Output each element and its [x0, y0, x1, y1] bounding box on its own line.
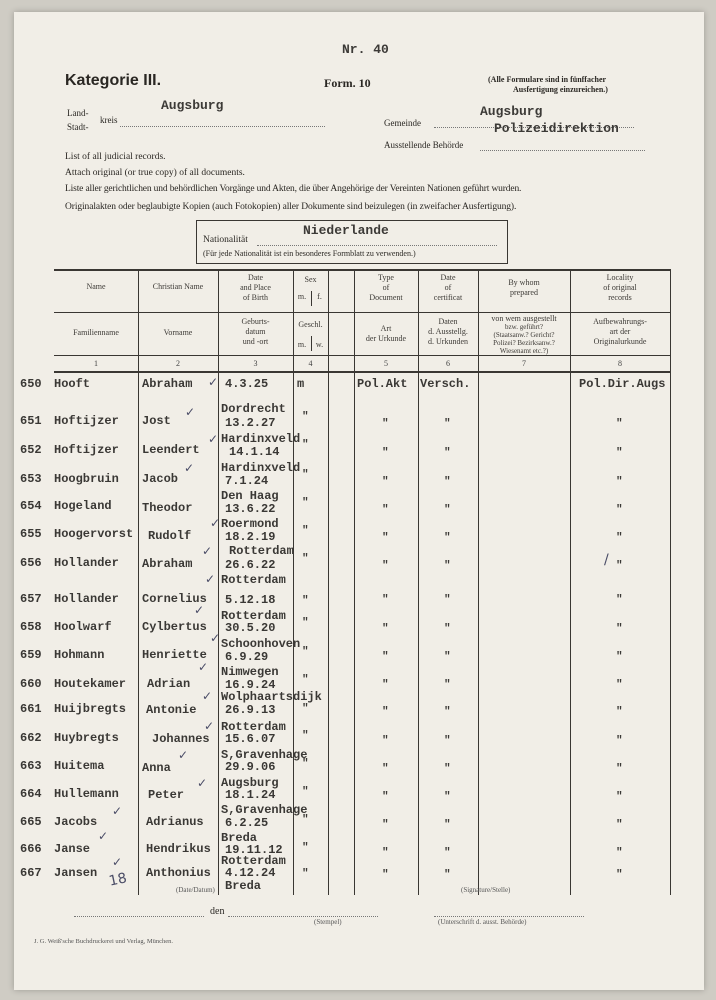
sex-value: "	[302, 553, 309, 565]
check-mark-icon: ✓	[184, 461, 195, 475]
certificate-date: "	[444, 418, 451, 430]
landkreis-label-land: Land-	[67, 108, 89, 118]
stamp-label: (Stempel)	[314, 918, 342, 926]
check-mark-icon: ✓	[112, 804, 123, 818]
certificate-date: "	[444, 735, 451, 747]
table-row	[14, 573, 704, 607]
birth-date: 4.3.25	[225, 377, 269, 391]
sex-value: m	[297, 377, 305, 391]
records-locality: "	[616, 560, 623, 572]
document-type: "	[382, 476, 389, 488]
record-number: 667	[20, 866, 42, 880]
birth-place: Hardinxveld	[221, 432, 301, 446]
check-mark-icon: ✓	[185, 405, 196, 419]
birth-place: S,Gravenhage	[221, 803, 308, 817]
sex-value: "	[302, 730, 309, 742]
records-locality: "	[616, 594, 623, 606]
document-type: "	[382, 418, 389, 430]
given-name: Theodor	[142, 501, 193, 515]
record-number: 657	[20, 592, 42, 606]
records-locality: "	[616, 869, 623, 881]
gemeinde-value: Augsburg	[480, 104, 543, 119]
header-type-en: Type of Document	[369, 273, 403, 302]
instruction-3: Liste aller gerichtlichen und behördlichen Vorgänge und Akten, die über Angehörige der Vereinten Nationen geführt wurden.	[65, 184, 522, 194]
document-type: "	[382, 623, 389, 635]
birth-date: 13.2.27	[225, 416, 276, 430]
birth-place: Schoonhoven	[221, 637, 301, 651]
records-locality: "	[616, 735, 623, 747]
records-locality: "	[616, 706, 623, 718]
header-birth-de: Geburts- datum und -ort	[241, 317, 270, 346]
document-type: "	[382, 594, 389, 606]
handwritten-tally: 18	[107, 870, 129, 890]
birth-date: 15.6.07	[225, 732, 276, 746]
birth-place: Breda	[225, 879, 262, 893]
family-name: Hoftijzer	[54, 443, 119, 457]
form-number: Form. 10	[324, 76, 371, 90]
given-name: Rudolf	[148, 529, 192, 543]
birth-place: Wolphaartsdijk	[221, 690, 322, 704]
table-row	[14, 748, 704, 776]
submission-note-line2: Ausfertigung einzureichen.)	[513, 85, 608, 94]
family-name: Hollander	[54, 592, 119, 606]
header-sex-en: Sex	[304, 275, 317, 284]
record-number: 660	[20, 677, 42, 691]
birth-place: Rotterdam	[221, 609, 286, 623]
family-name: Hullemann	[54, 787, 119, 801]
check-mark-icon: ✓	[112, 855, 123, 869]
header-name-en: Name	[86, 282, 106, 291]
records-locality: "	[616, 476, 623, 488]
record-number: 661	[20, 702, 42, 716]
check-mark-icon: ✓	[202, 544, 213, 558]
header-christian-en: Christian Name	[152, 282, 204, 291]
family-name: Hoftijzer	[54, 414, 119, 428]
certificate-date: "	[444, 819, 451, 831]
table-row	[14, 545, 704, 573]
check-mark-icon: ✓	[202, 689, 213, 703]
table-row	[14, 517, 704, 545]
birth-place: Den Haag	[221, 489, 279, 503]
certificate-date: "	[444, 594, 451, 606]
birth-place: Hardinxveld	[221, 461, 301, 475]
sex-value: "	[302, 525, 309, 537]
header-sex-de: Geschl.	[298, 320, 323, 329]
birth-date: 26.9.13	[225, 703, 276, 717]
birth-date: 14.1.14	[229, 445, 280, 459]
sex-value: "	[302, 469, 309, 481]
certificate-date: "	[444, 679, 451, 691]
document-type: "	[382, 819, 389, 831]
certificate-date: "	[444, 791, 451, 803]
given-name: Adrianus	[146, 815, 204, 829]
family-name: Jacobs	[54, 815, 98, 829]
given-name: Henriette	[142, 648, 207, 662]
birth-date: 18.2.19	[225, 530, 276, 544]
header-sex-w-de: w.	[315, 340, 324, 349]
check-mark-icon: ✓	[198, 660, 209, 674]
given-name: Antonie	[146, 703, 197, 717]
table-row	[14, 692, 704, 720]
certificate-date: "	[444, 869, 451, 881]
behoerde-value: Polizeidirektion	[494, 121, 619, 136]
given-name: Anthonius	[146, 866, 211, 880]
pen-stroke-icon: /	[604, 552, 609, 568]
given-name: Jost	[142, 414, 171, 428]
record-number: 658	[20, 620, 42, 634]
sex-value: "	[302, 786, 309, 798]
gemeinde-label: Gemeinde	[384, 118, 421, 128]
certificate-date: "	[444, 651, 451, 663]
given-name: Johannes	[152, 732, 210, 746]
document-type: "	[382, 504, 389, 516]
behoerde-label: Ausstellende Behörde	[384, 140, 464, 150]
birth-place: Breda	[221, 831, 258, 845]
birth-place: Dordrecht	[221, 402, 286, 416]
records-locality: "	[616, 679, 623, 691]
header-locality-en: Locality of original records	[603, 273, 637, 302]
records-locality: "	[616, 819, 623, 831]
birth-date: 29.9.06	[225, 760, 276, 774]
record-number: 654	[20, 499, 42, 513]
given-name: Leendert	[142, 443, 200, 457]
document-type: "	[382, 791, 389, 803]
document-type: "	[382, 763, 389, 775]
certificate-date: "	[444, 847, 451, 859]
birth-date: 30.5.20	[225, 621, 276, 635]
given-name: Anna	[142, 761, 171, 775]
records-locality: "	[616, 623, 623, 635]
certificate-date: "	[444, 532, 451, 544]
document-type: "	[382, 706, 389, 718]
record-number: 650	[20, 377, 42, 391]
printer-imprint: J. G. Weiß'sche Buchdruckerei und Verlag, München.	[34, 938, 174, 945]
record-number: 665	[20, 815, 42, 829]
birth-date: 4.12.24	[225, 866, 276, 880]
family-name: Huitema	[54, 759, 105, 773]
certificate-date: "	[444, 623, 451, 635]
instruction-4: Originalakten oder beglaubigte Kopien (auch Fotokopien) aller Dokumente sind beizulegen (in zweifacher Ausfertigung).	[65, 202, 517, 212]
instruction-1: List of all judicial records.	[65, 152, 166, 162]
certificate-date: "	[444, 560, 451, 572]
table-row	[14, 608, 704, 636]
record-number: 666	[20, 842, 42, 856]
birth-place: Nimwegen	[221, 665, 279, 679]
check-mark-icon: ✓	[194, 603, 205, 617]
given-name: Abraham	[142, 557, 193, 571]
landkreis-value: Augsburg	[161, 98, 224, 113]
family-name: Hoogervorst	[54, 527, 134, 541]
certificate-date: "	[444, 504, 451, 516]
family-name: Huijbregts	[54, 702, 127, 716]
given-name: Cornelius	[142, 592, 207, 606]
certificate-date: Versch.	[420, 377, 471, 391]
column-number: 3	[253, 359, 258, 368]
nationality-label: Nationalität	[203, 235, 248, 245]
header-sex-m-en: m.	[297, 292, 307, 301]
header-type-de: Art der Urkunde	[365, 324, 407, 343]
family-name: Hollander	[54, 556, 119, 570]
authority-signature-label: (Unterschrift d. ausst. Behörde)	[438, 918, 527, 926]
document-number: Nr. 40	[342, 42, 389, 57]
table-row	[14, 377, 704, 405]
given-name: Cylbertus	[142, 620, 207, 634]
family-name: Hohmann	[54, 648, 105, 662]
header-name-de: Familienname	[73, 328, 119, 337]
sex-value: "	[302, 595, 309, 607]
nationality-note: (Für jede Nationalität ist ein besonderes Formblatt zu verwenden.)	[203, 249, 416, 258]
document-type: "	[382, 735, 389, 747]
landkreis-label-kreis: kreis	[100, 115, 118, 125]
records-locality: "	[616, 651, 623, 663]
birth-date: 19.11.12	[225, 843, 283, 857]
record-number: 662	[20, 731, 42, 745]
table-row	[14, 720, 704, 748]
sex-value: "	[302, 674, 309, 686]
instruction-2: Attach original (or true copy) of all documents.	[65, 168, 245, 178]
document-type: "	[382, 679, 389, 691]
given-name: Abraham	[142, 377, 193, 391]
birth-place: Rotterdam	[229, 544, 294, 558]
date-label: (Date/Datum)	[176, 886, 215, 894]
certificate-date: "	[444, 476, 451, 488]
records-locality: "	[616, 847, 623, 859]
nationality-value: Niederlande	[303, 223, 389, 238]
column-number: 2	[176, 359, 180, 368]
document-type: "	[382, 532, 389, 544]
header-date-de: Daten d. Ausstellg. d. Urkunden	[428, 317, 468, 346]
certificate-date: "	[444, 447, 451, 459]
family-name: Huybregts	[54, 731, 119, 745]
table-row	[14, 402, 704, 433]
sex-value: "	[302, 646, 309, 658]
sex-value: "	[302, 758, 309, 770]
family-name: Janse	[54, 842, 91, 856]
birth-place: S,Gravenhage	[221, 748, 308, 762]
category-title: Kategorie III.	[65, 72, 162, 89]
document-type: "	[382, 869, 389, 881]
document-type: "	[382, 447, 389, 459]
birth-place: Rotterdam	[221, 854, 286, 868]
family-name: Houtekamer	[54, 677, 127, 691]
form-page	[14, 12, 704, 990]
family-name: Hooft	[54, 377, 91, 391]
sex-value: "	[302, 439, 309, 451]
family-name: Hoogbruin	[54, 472, 119, 486]
sex-value: "	[302, 617, 309, 629]
column-number: 5	[384, 359, 388, 368]
records-locality: Pol.Dir.Augs	[579, 377, 666, 391]
document-type: "	[382, 847, 389, 859]
records-locality: "	[616, 763, 623, 775]
birth-date: 18.1.24	[225, 788, 276, 802]
records-locality: "	[616, 504, 623, 516]
birth-date: 7.1.24	[225, 474, 269, 488]
header-bywhom-en: By whom prepared	[508, 278, 540, 297]
document-type: "	[382, 651, 389, 663]
column-number: 4	[308, 359, 313, 368]
birth-place: Roermond	[221, 517, 279, 531]
record-number: 663	[20, 759, 42, 773]
document-type: Pol.Akt	[357, 377, 408, 391]
header-sex-f-en: f.	[317, 292, 322, 301]
signature-label: (Signature/Stelle)	[461, 886, 511, 894]
column-number: 6	[446, 359, 450, 368]
certificate-date: "	[444, 706, 451, 718]
records-locality: "	[616, 791, 623, 803]
sex-value: "	[302, 497, 309, 509]
sex-value: "	[302, 868, 309, 880]
records-locality: "	[616, 418, 623, 430]
check-mark-icon: ✓	[197, 776, 208, 790]
sex-value: "	[302, 703, 309, 715]
check-mark-icon: ✓	[210, 516, 221, 530]
header-birth-en: Date and Place of Birth	[240, 273, 271, 302]
record-number: 656	[20, 556, 42, 570]
records-locality: "	[616, 447, 623, 459]
column-number: 1	[94, 359, 98, 368]
den-label: den	[210, 906, 225, 917]
given-name: Jacob	[142, 472, 179, 486]
column-number: 8	[618, 359, 622, 368]
column-number: 7	[522, 359, 526, 368]
table-row	[14, 664, 704, 692]
table-row	[14, 776, 704, 804]
record-number: 664	[20, 787, 42, 801]
family-name: Hogeland	[54, 499, 112, 513]
check-mark-icon: ✓	[98, 829, 109, 843]
table-row	[14, 433, 704, 461]
birth-date: 13.6.22	[225, 502, 276, 516]
sex-value: "	[302, 411, 309, 423]
header-bywhom-de: von wem ausgestellt bzw. geführt? (Staatsanw.? Gericht? Polizei? Bezirksanw.? Wiesenamt etc.?)	[491, 314, 557, 355]
given-name: Adrian	[147, 677, 191, 691]
record-number: 652	[20, 443, 42, 457]
birth-place: Augsburg	[221, 776, 279, 790]
birth-date: 26.6.22	[225, 558, 276, 572]
table-row	[14, 636, 704, 664]
check-mark-icon: ✓	[204, 719, 215, 733]
records-locality: "	[616, 532, 623, 544]
header-date-en: Date of certificat	[433, 273, 463, 302]
family-name: Hoolwarf	[54, 620, 112, 634]
header-locality-de: Aufbewahrungs- art der Originalurkunde	[593, 317, 647, 346]
birth-date: 5.12.18	[225, 593, 276, 607]
birth-date: 16.9.24	[225, 678, 276, 692]
check-mark-icon: ✓	[208, 432, 219, 446]
check-mark-icon: ✓	[210, 631, 221, 645]
header-christian-de: Vorname	[163, 328, 193, 337]
check-mark-icon: ✓	[178, 748, 189, 762]
record-number: 653	[20, 472, 42, 486]
table-row	[14, 461, 704, 489]
check-mark-icon: ✓	[208, 375, 219, 389]
given-name: Hendrikus	[146, 842, 211, 856]
birth-date: 6.9.29	[225, 650, 269, 664]
birth-date: 6.2.25	[225, 816, 269, 830]
landkreis-label-stadt: Stadt-	[67, 122, 89, 132]
given-name: Peter	[148, 788, 185, 802]
birth-place: Rotterdam	[221, 573, 286, 587]
nationality-box	[196, 220, 508, 264]
family-name: Jansen	[54, 866, 98, 880]
birth-place: Rotterdam	[221, 720, 286, 734]
record-number: 651	[20, 414, 42, 428]
sex-value: "	[302, 842, 309, 854]
record-number: 659	[20, 648, 42, 662]
certificate-date: "	[444, 763, 451, 775]
record-number: 655	[20, 527, 42, 541]
check-mark-icon: ✓	[205, 572, 216, 586]
table-row	[14, 489, 704, 517]
sex-value: "	[302, 814, 309, 826]
header-sex-m-de: m.	[297, 340, 307, 349]
document-type: "	[382, 560, 389, 572]
submission-note-line1: (Alle Formulare sind in fünffacher	[488, 75, 607, 84]
